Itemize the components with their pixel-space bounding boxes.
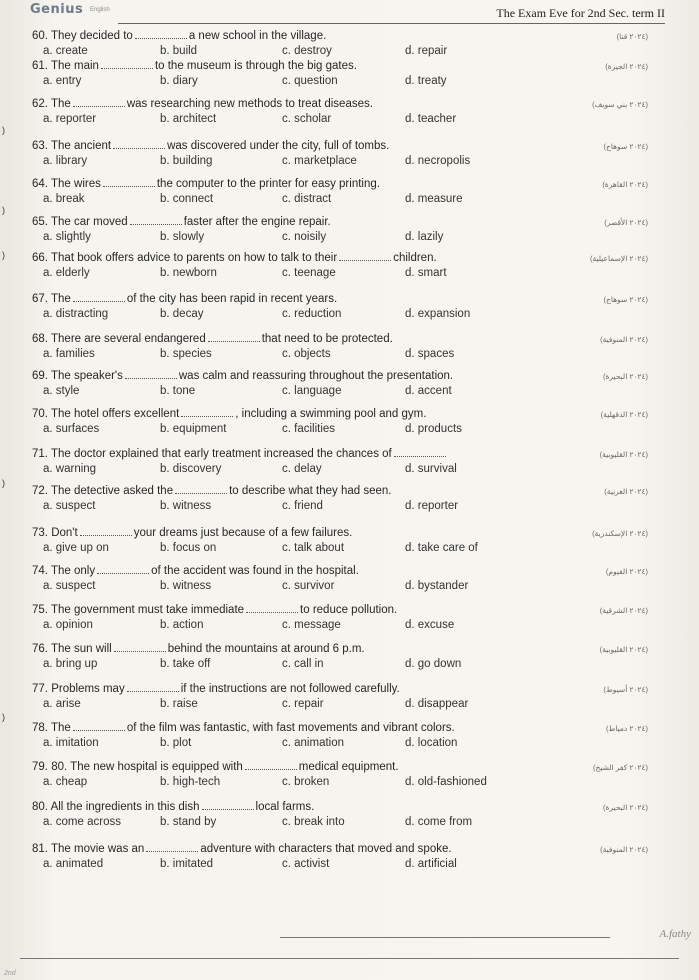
answer-option[interactable]: a. elderly [43,267,90,279]
question-stem-before: The sun will [51,643,112,655]
answer-option[interactable]: a. arise [43,698,81,710]
answer-option[interactable]: a. cheap [43,776,88,788]
question-stem-after: was researching new methods to treat diseases. [126,98,373,110]
source-tag: (٢٠٢٤ الجيزة) [605,62,648,71]
answer-blank[interactable] [246,612,298,613]
answer-option[interactable]: d. artificial [405,858,457,870]
question-stem-before: The wires [51,178,101,190]
question-item [20,216,660,254]
source-tag: (٢٠٢٤ قنا) [616,32,648,41]
answer-option[interactable]: c. noisily [282,231,327,243]
question-item [20,178,660,216]
answer-blank[interactable] [175,493,227,494]
question-number: 71. [32,448,48,460]
question-text [32,604,397,616]
question-stem-before: All the ingredients in this dish [50,801,200,813]
question-stem-after: adventure with characters that moved and spoke. [200,843,452,855]
source-tag: (٢٠٢٤ أسيوط) [603,685,648,694]
question-item [20,140,660,178]
question-stem-before: The [51,293,71,305]
question-number: 73. [32,527,48,539]
question-stem-before: Problems may [51,683,125,695]
source-tag: (٢٠٢٤ المنوفية) [600,335,648,344]
answer-option[interactable]: d. products [405,423,462,435]
answer-option[interactable]: d. measure [405,193,463,205]
margin-mark: ) [2,205,5,215]
answer-option[interactable]: c. teenage [282,267,336,279]
question-text [32,801,314,813]
question-text [32,485,392,497]
answer-option[interactable]: d. excuse [405,619,455,631]
answer-option[interactable]: d. necropolis [405,155,471,167]
question-item [20,60,660,98]
question-text [32,252,437,264]
answer-option[interactable]: b. diary [160,75,198,87]
question-stem-after: a new school in the village. [188,30,327,42]
question-number: 76. [32,643,48,655]
question-item [20,843,660,881]
question-stem-after: your dreams just because of a few failures. [133,527,353,539]
answer-blank[interactable] [339,260,391,261]
question-stem-before: There are several endangered [51,333,206,345]
question-number: 67. [32,293,48,305]
question-stem-after: to describe what they had seen. [229,485,392,497]
answer-option[interactable]: c. distract [282,193,332,205]
answer-blank[interactable] [394,456,446,457]
question-item [20,485,660,523]
answer-blank[interactable] [135,38,187,39]
brand-logo: Genius [30,2,84,17]
question-item [20,604,660,642]
answer-option[interactable]: b. stand by [160,816,217,828]
question-stem-before: The government must take immediate [51,604,245,616]
question-stem-before: The doctor explained that early treatment increased the chances of [51,448,392,460]
answer-option[interactable]: c. broken [282,776,330,788]
question-item [20,252,660,290]
source-tag: (٢٠٢٤ الغربية) [604,487,648,496]
source-tag: (٢٠٢٤ البحيرة) [602,372,648,381]
margin-mark: ) [2,478,5,488]
answer-option[interactable]: a. create [43,45,88,57]
question-stem-before: The movie was an [51,843,145,855]
question-stem-before: The car moved [51,216,128,228]
question-stem-after: of the accident was found in the hospital. [151,565,359,577]
question-stem-after: to reduce pollution. [300,604,398,616]
question-number: 62. [32,98,48,110]
answer-option[interactable]: c. objects [282,348,331,360]
question-item [20,761,660,799]
answer-option[interactable]: d. survival [405,463,457,475]
source-tag: (٢٠٢٤ القاهرة) [602,180,648,189]
question-stem-before: 80. The new hospital is equipped with [51,761,243,773]
answer-blank[interactable] [202,809,254,810]
answer-option[interactable]: b. plot [160,737,192,749]
page-header [28,2,689,24]
answer-blank[interactable] [130,224,182,225]
answer-option[interactable]: d. treaty [405,75,447,87]
question-stem-after: behind the mountains at around 6 p.m. [167,643,365,655]
source-tag: (٢٠٢٤ كفر الشيخ) [593,763,648,772]
question-stem-before: The [51,98,71,110]
question-item [20,565,660,603]
margin-mark: ) [2,125,5,135]
answer-option[interactable]: c. delay [282,463,322,475]
answer-blank[interactable] [73,106,125,107]
question-stem-before: That book offers advice to parents on how to talk to their [51,252,338,264]
answer-blank[interactable] [245,769,297,770]
question-stem-before: The ancient [51,140,112,152]
answer-blank[interactable] [101,68,153,69]
question-stem-before: The speaker's [51,370,123,382]
margin-mark: ) [2,712,5,722]
question-text [32,333,393,345]
answer-option[interactable]: d. location [405,737,458,749]
question-text [32,30,326,42]
answer-option[interactable]: d. spaces [405,348,455,360]
answer-option[interactable]: c. call in [282,658,324,670]
answer-blank[interactable] [97,573,149,574]
question-number: 65. [32,216,48,228]
corner-mark: 2nd [4,970,16,977]
source-tag: (٢٠٢٤ الأقصر) [604,218,648,227]
answer-option[interactable]: a. distracting [43,308,109,320]
answer-blank[interactable] [125,378,177,379]
question-stem-after: was discovered under the city, full of tombs. [167,140,390,152]
answer-option[interactable]: b. species [160,348,212,360]
answer-option[interactable]: b. slowly [160,231,205,243]
answer-option[interactable]: b. raise [160,698,198,710]
source-tag: (٢٠٢٤ المنوفية) [600,845,648,854]
question-item [20,527,660,565]
answer-option[interactable]: b. take off [160,658,211,670]
answer-option[interactable]: d. lazily [405,231,444,243]
question-text [32,722,455,734]
question-stem-before: The main [51,60,99,72]
answer-blank[interactable] [80,535,132,536]
question-stem-after: of the film was fantastic, with fast movements and vibrant colors. [126,722,455,734]
source-tag: (٢٠٢٤ سوهاج) [603,295,648,304]
question-number: 61. [32,60,48,72]
question-item [20,408,660,446]
answer-option[interactable]: d. disappear [405,698,469,710]
answer-blank[interactable] [146,851,198,852]
source-tag: (٢٠٢٤ بني سويف) [592,100,648,109]
question-item [20,293,660,331]
question-stem-after: medical equipment. [298,761,399,773]
question-text [32,178,380,190]
answer-option[interactable]: d. come from [405,816,473,828]
answer-option[interactable]: c. message [282,619,341,631]
source-tag: (٢٠٢٤ الإسكندرية) [592,529,648,538]
answer-blank[interactable] [103,186,155,187]
answer-option[interactable]: b. high-tech [160,776,221,788]
answer-option[interactable]: b. focus on [160,542,217,554]
answer-option[interactable]: a. opinion [43,619,93,631]
answer-option[interactable]: d. repair [405,45,448,57]
answer-option[interactable]: c. question [282,75,338,87]
question-number: 68. [32,333,48,345]
question-text [32,98,373,110]
question-item [20,333,660,371]
answer-option[interactable]: c. break into [282,816,345,828]
question-stem-before: The only [51,565,96,577]
answer-option[interactable]: c. language [282,385,342,397]
question-stem-after: faster after the engine repair. [183,216,331,228]
answer-option[interactable]: a. slightly [43,231,91,243]
question-text [32,293,337,305]
answer-option[interactable]: c. friend [282,500,323,512]
answer-option[interactable]: d. take care of [405,542,478,554]
answer-option[interactable]: d. old-fashioned [405,776,487,788]
answer-option[interactable]: c. survivor [282,580,335,592]
question-text [32,565,359,577]
header-divider [118,23,665,24]
answer-option[interactable]: b. imitated [160,858,214,870]
answer-option[interactable]: a. library [43,155,88,167]
question-item [20,98,660,136]
answer-option[interactable]: a. animated [43,858,104,870]
answer-option[interactable]: b. newborn [160,267,217,279]
margin-mark: ) [2,250,5,260]
answer-option[interactable]: c. scholar [282,113,332,125]
source-tag: (٢٠٢٤ الفيوم) [605,567,648,576]
question-text [32,683,400,695]
question-number: 79. [32,761,48,773]
question-text [32,216,331,228]
question-stem-after: that need to be protected. [261,333,393,345]
question-number: 66. [32,252,48,264]
question-number: 60. [32,30,48,42]
answer-option[interactable]: c. reduction [282,308,342,320]
answer-option[interactable]: c. talk about [282,542,345,554]
question-text [32,408,426,420]
source-tag: (٢٠٢٤ القليوبية) [599,450,648,459]
answer-option[interactable]: b. decay [160,308,204,320]
answer-option[interactable]: a. come across [43,816,121,828]
answer-blank[interactable] [73,301,125,302]
question-item [20,683,660,721]
question-number: 63. [32,140,48,152]
question-number: 70. [32,408,48,420]
answer-option[interactable]: d. bystander [405,580,469,592]
answer-option[interactable]: b. witness [160,500,212,512]
source-tag: (٢٠٢٤ القليوبية) [599,645,648,654]
question-stem-before: The [51,722,71,734]
question-stem-after: children. [393,252,437,264]
answer-blank[interactable] [181,416,233,417]
source-tag: (٢٠٢٤ الدقهلية) [600,410,648,419]
answer-option[interactable]: a. suspect [43,580,96,592]
question-stem-after: of the city has been rapid in recent years. [126,293,338,305]
answer-option[interactable]: b. architect [160,113,217,125]
question-item [20,801,660,839]
source-tag: (٢٠٢٤ الإسماعيلية) [590,254,648,263]
answer-option[interactable]: b. connect [160,193,214,205]
question-text [32,527,352,539]
question-item [20,370,660,408]
answer-option[interactable]: a. warning [43,463,97,475]
question-number: 69. [32,370,48,382]
answer-option[interactable]: d. smart [405,267,447,279]
answer-option[interactable]: b. building [160,155,213,167]
answer-blank[interactable] [114,651,166,652]
question-text [32,60,357,72]
question-item [20,722,660,760]
source-tag: (٢٠٢٤ الشرقية) [599,606,648,615]
question-stem-before: Don't [51,527,78,539]
answer-option[interactable]: b. tone [160,385,196,397]
answer-option[interactable]: a. bring up [43,658,98,670]
question-stem-before: They decided to [51,30,133,42]
footer-divider-short [280,937,610,938]
answer-option[interactable]: a. give up on [43,542,109,554]
question-text [32,843,452,855]
answer-option[interactable]: c. destroy [282,45,332,57]
source-tag: (٢٠٢٤ البحيرة) [602,803,648,812]
answer-option[interactable]: a. surfaces [43,423,100,435]
answer-option[interactable]: d. accent [405,385,452,397]
answer-option[interactable]: c. facilities [282,423,336,435]
question-stem-after: to the museum is through the big gates. [154,60,357,72]
answer-option[interactable]: d. expansion [405,308,471,320]
question-number: 78. [32,722,48,734]
answer-option[interactable]: d. reporter [405,500,459,512]
page-title: The Exam Eve for 2nd Sec. term II [496,6,665,20]
question-text [32,448,448,460]
answer-option[interactable]: d. teacher [405,113,457,125]
source-tag: (٢٠٢٤ دمياط) [605,724,648,733]
source-tag: (٢٠٢٤ سوهاج) [603,142,648,151]
question-text [32,140,389,152]
question-number: 77. [32,683,48,695]
question-stem-after: the computer to the printer for easy printing. [156,178,380,190]
question-stem-after: , including a swimming pool and gym. [235,408,427,420]
question-item [20,448,660,486]
answer-blank[interactable] [73,730,125,731]
question-text [32,643,365,655]
answer-option[interactable]: a. suspect [43,500,96,512]
footer-divider [20,958,679,959]
author-signature: A.fathy [659,928,691,940]
answer-option[interactable]: b. build [160,45,198,57]
brand-logo-sub: English [90,7,110,13]
answer-blank[interactable] [208,341,260,342]
question-number: 75. [32,604,48,616]
question-number: 74. [32,565,48,577]
answer-option[interactable]: a. entry [43,75,82,87]
answer-option[interactable]: a. break [43,193,85,205]
question-number: 72. [32,485,48,497]
answer-option[interactable]: a. families [43,348,95,360]
answer-option[interactable]: d. go down [405,658,462,670]
answer-option[interactable]: c. activist [282,858,330,870]
answer-option[interactable]: a. imitation [43,737,99,749]
question-text [32,761,399,773]
question-text [32,370,453,382]
answer-option[interactable]: c. repair [282,698,324,710]
answer-blank[interactable] [127,691,179,692]
question-number: 64. [32,178,48,190]
answer-option[interactable]: a. style [43,385,80,397]
question-stem-before: The hotel offers excellent [51,408,180,420]
answer-option[interactable]: b. action [160,619,204,631]
answer-option[interactable]: c. animation [282,737,345,749]
question-item [20,643,660,681]
answer-blank[interactable] [113,148,165,149]
question-stem-after: local farms. [255,801,315,813]
question-number: 80. [32,801,48,813]
question-stem-before: The detective asked the [51,485,174,497]
answer-option[interactable]: c. marketplace [282,155,357,167]
answer-option[interactable]: b. witness [160,580,212,592]
question-number: 81. [32,843,48,855]
question-stem-after: was calm and reassuring throughout the presentation. [178,370,454,382]
question-stem-after: if the instructions are not followed carefully. [180,683,400,695]
answer-option[interactable]: b. discovery [160,463,222,475]
answer-option[interactable]: a. reporter [43,113,97,125]
answer-option[interactable]: b. equipment [160,423,227,435]
